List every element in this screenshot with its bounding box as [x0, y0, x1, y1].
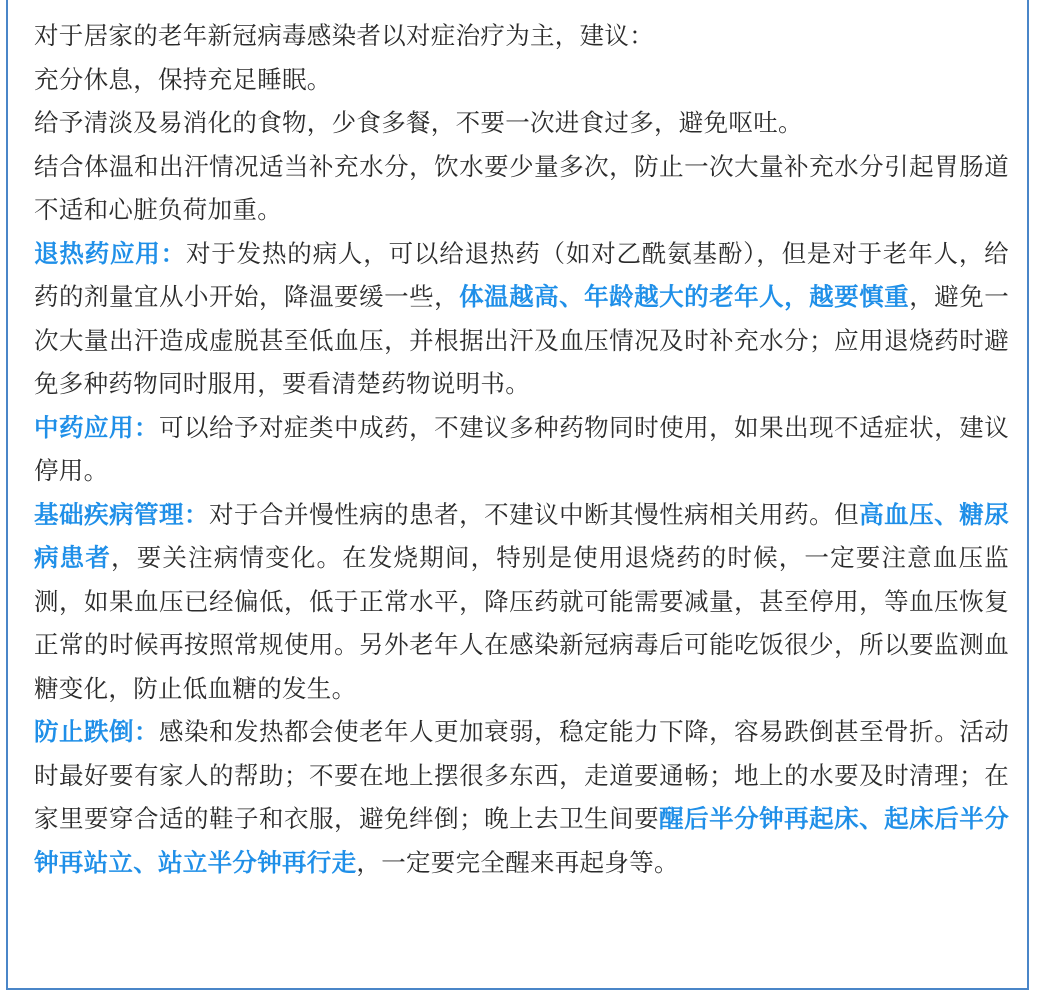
- body-text: 对于合并慢性病的患者，不建议中断其慢性病相关用药。但: [209, 499, 860, 529]
- body-text: ，要关注病情变化。在发烧期间，特别是使用退烧药的时候，一定要注意血压监测，如果血压已经偏低，低于正常水平，降压药就可能需要减量，甚至停用，等血压恢复正常的时候再按照常规使用。另外老年人在感染新冠病毒后可能吃饭很少，所以要监测血糖变化，防止低血糖的发生。: [34, 543, 1009, 703]
- body-text: 充分休息，保持充足睡眠。: [34, 64, 332, 94]
- highlighted-text: 退热药应用：: [34, 238, 186, 268]
- body-text: 可以给予对症类中成药，不建议多种药物同时使用，如果出现不适症状，建议停用。: [34, 412, 1009, 485]
- highlighted-text: 体温越高、年龄越大的老年人，越要慎重: [459, 282, 910, 311]
- highlighted-text: 高血压、糖尿病患者: [34, 499, 1009, 572]
- paragraph: [34, 145, 1009, 232]
- paragraph: [34, 14, 1009, 58]
- paragraph: [34, 232, 1009, 406]
- paragraph: [34, 406, 1009, 493]
- highlighted-text: 基础疾病管理：: [34, 499, 210, 529]
- highlighted-text: 醒后半分钟再起床、起床后半分钟再站立、站立半分钟再行走: [34, 804, 1010, 877]
- article-body: [34, 14, 1009, 884]
- highlighted-text: 中药应用：: [34, 412, 160, 442]
- highlighted-text: 防止跌倒：: [34, 717, 160, 746]
- body-text: 感染和发热都会使老年人更加衰弱，稳定能力下降，容易跌倒甚至骨折。活动时最好要有家人的帮助；不要在地上摆很多东西，走道要通畅；地上的水要及时清理；在家里要穿合适的鞋子和衣服，避免绊倒；晚上去卫生间要: [34, 717, 1009, 833]
- body-text: 结合体温和出汗情况适当补充水分，饮水要少量多次，防止一次大量补充水分引起胃肠道不适和心脏负荷加重。: [34, 151, 1009, 224]
- body-text: 给予清淡及易消化的食物，少食多餐，不要一次进食过多，避免呕吐。: [34, 108, 803, 137]
- paragraph: [34, 493, 1009, 711]
- body-text: ，一定要完全醒来再起身等。: [356, 847, 679, 877]
- paragraph: [34, 710, 1009, 884]
- body-text: 对于居家的老年新冠病毒感染者以对症治疗为主，建议：: [34, 21, 654, 50]
- paragraph: [34, 58, 1009, 102]
- body-text: 对于发热的病人，可以给退热药（如对乙酰氨基酚），但是对于老年人，给药的剂量宜从小开始，降温要缓一些，: [34, 238, 1009, 311]
- body-text: ，避免一次大量出汗造成虚脱甚至低血压，并根据出汗及血压情况及时补充水分；应用退烧药时避免多种药物同时服用，要看清楚药物说明书。: [34, 282, 1010, 398]
- paragraph: [34, 101, 1009, 145]
